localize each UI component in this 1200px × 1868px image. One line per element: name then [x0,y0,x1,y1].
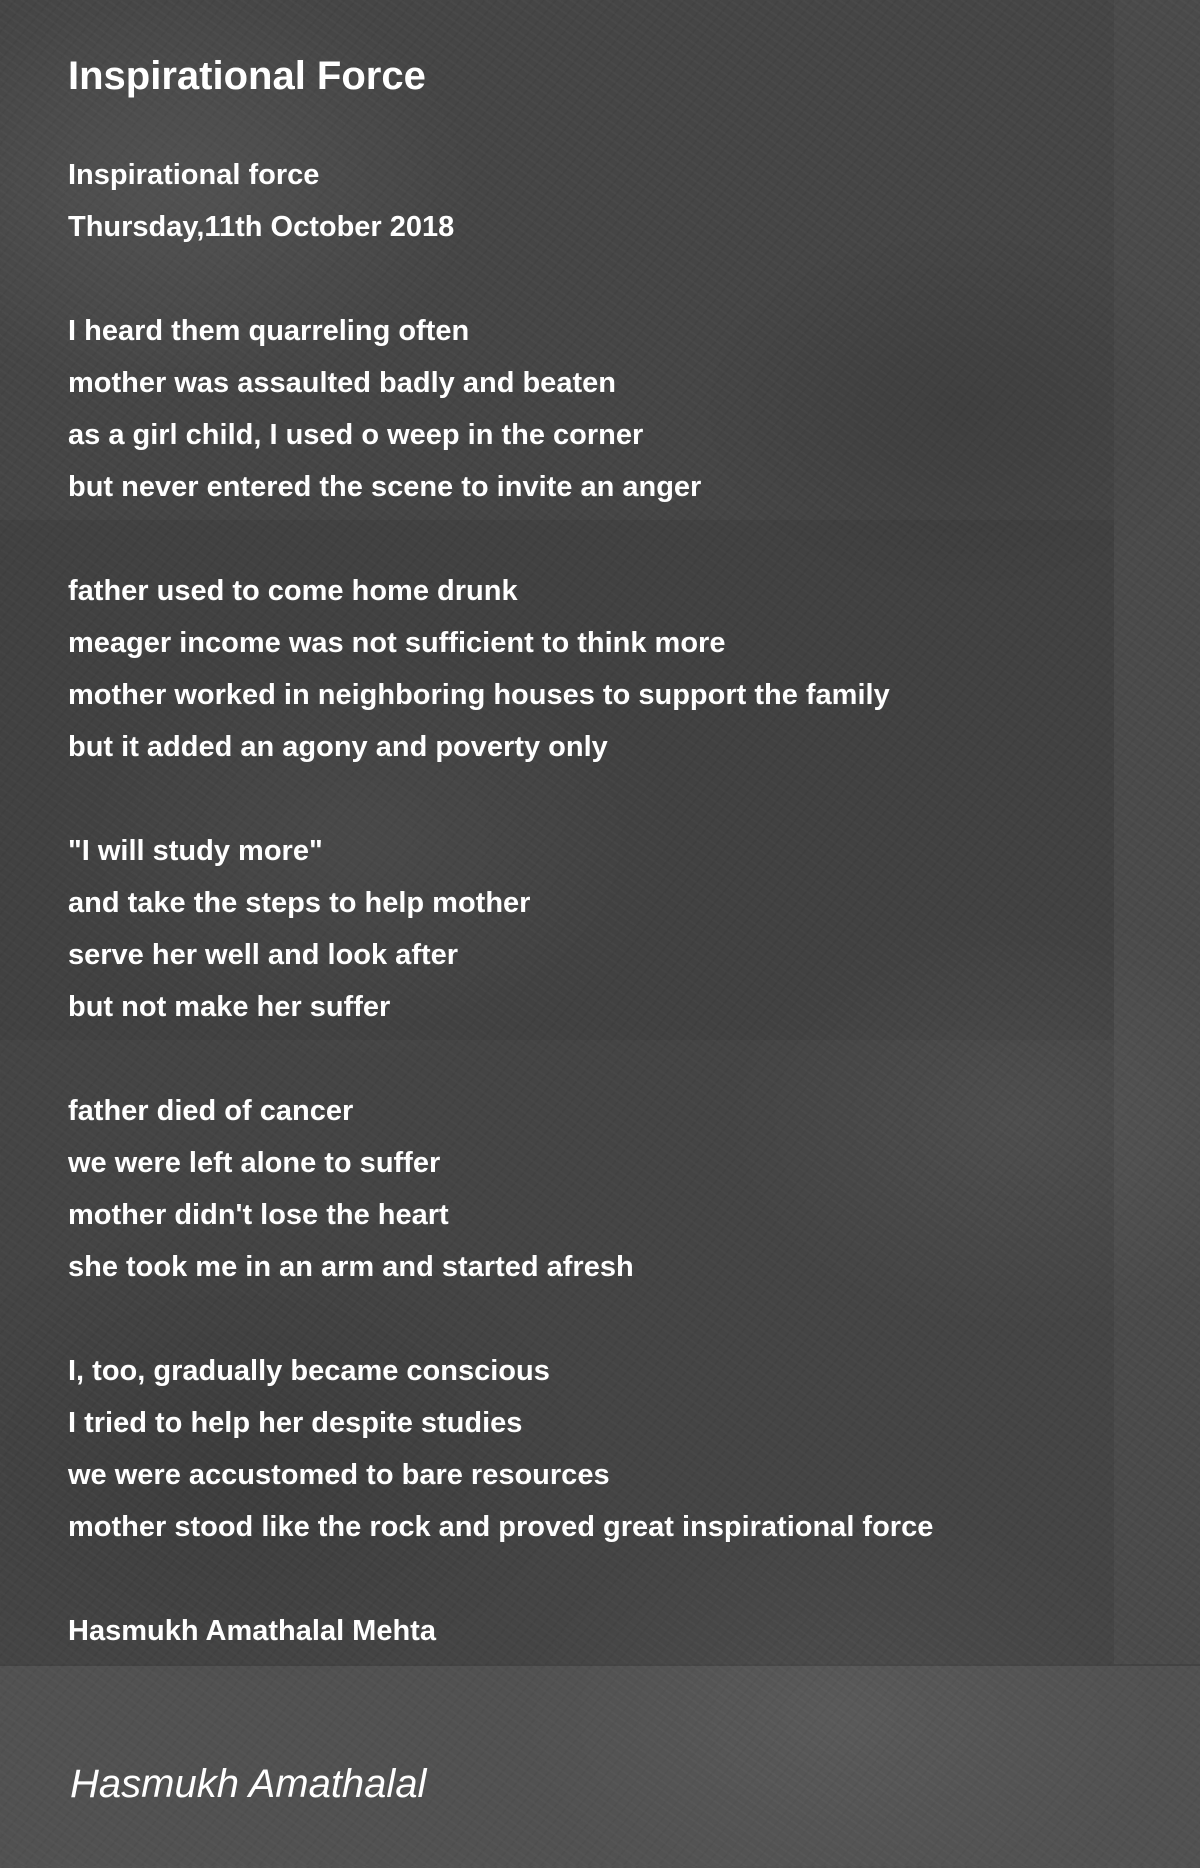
stanza-3 [68,565,933,773]
poem-line: as a girl child, I used o weep in the corner [68,419,644,451]
poem-author: Hasmukh Amathalal Mehta [68,1615,436,1647]
poem-line: but it added an agony and poverty only [68,731,608,763]
poem-line: father used to come home drunk [68,575,518,607]
poem-line: but never entered the scene to invite an anger [68,471,702,503]
stanza-5 [68,1085,933,1293]
poem-line: we were accustomed to bare resources [68,1459,610,1491]
poem-line: serve her well and look after [68,939,459,971]
poem-line: mother worked in neighboring houses to support the family [68,679,890,711]
poem-body [68,149,933,1657]
poem-line: mother didn't lose the heart [68,1199,449,1231]
poem-line: and take the steps to help mother [68,887,531,919]
stanza-4 [68,825,933,1033]
poem-line: father died of cancer [68,1095,354,1127]
poem-line: mother was assaulted badly and beaten [68,367,616,399]
poem-line: but not make her suffer [68,991,391,1023]
poem-line: I tried to help her despite studies [68,1407,523,1439]
stanza-2 [68,305,933,513]
poem-line: mother stood like the rock and proved great inspirational force [68,1511,934,1543]
poem-line: Thursday,11th October 2018 [68,211,455,243]
poem-line: I heard them quarreling often [68,315,470,347]
poem-line: I, too, gradually became conscious [68,1355,550,1387]
footer-signature: Hasmukh Amathalal [70,1762,427,1806]
poem-line: Inspirational force [68,159,320,191]
poem-line: "I will study more" [68,835,323,867]
poem-line: meager income was not sufficient to think more [68,627,726,659]
poem-line: we were left alone to suffer [68,1147,441,1179]
poem-line: she took me in an arm and started afresh [68,1251,634,1283]
poem-title: Inspirational Force [68,54,426,98]
stanza-6 [68,1345,933,1553]
stanza-1 [68,149,933,253]
